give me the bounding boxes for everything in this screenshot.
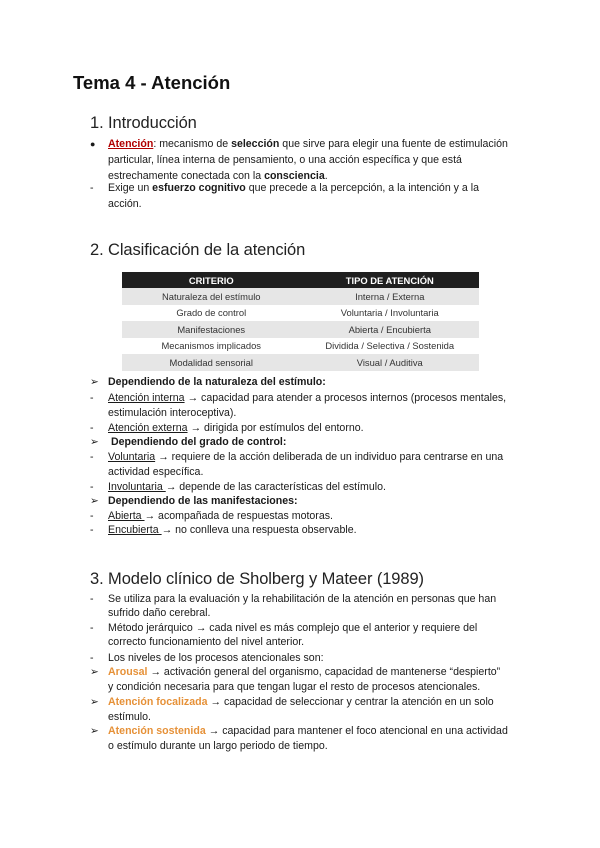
bullet-dash-icon: - bbox=[90, 392, 94, 404]
heading-introduccion: 1. Introducción bbox=[90, 114, 197, 132]
paragraph-line: Abierta → acompañada de respuestas motoras. bbox=[108, 510, 333, 522]
bullet-dash-icon: - bbox=[90, 510, 94, 522]
table-row bbox=[122, 288, 479, 305]
arrow-bullet-icon: ➢ bbox=[90, 725, 99, 737]
paragraph-line: Involuntaria → depende de las características del estímulo. bbox=[108, 481, 386, 493]
paragraph-line: Atención: mecanismo de selección que sirve para elegir una fuente de estimulación bbox=[108, 138, 508, 150]
table-row bbox=[122, 338, 479, 355]
arrow-bullet-icon: ➢ bbox=[90, 436, 99, 448]
paragraph-line: Atención focalizada → capacidad de seleccionar y centrar la atención en un solo bbox=[108, 696, 494, 708]
paragraph-line: Los niveles de los procesos atencionales son: bbox=[108, 652, 324, 664]
arrow-bullet-icon: ➢ bbox=[90, 666, 99, 678]
table-cell: Mecanismos implicados bbox=[161, 340, 261, 352]
paragraph-line: particular, línea interna de pensamiento, o una acción específica y que está bbox=[108, 154, 462, 166]
paragraph-line: sufrido daño cerebral. bbox=[108, 607, 211, 619]
heading-modelo-clinico: 3. Modelo clínico de Sholberg y Mateer (1989) bbox=[90, 570, 424, 588]
paragraph-line: Atención interna → capacidad para atender a procesos internos (procesos mentales, bbox=[108, 392, 507, 404]
paragraph-line: Método jerárquico → cada nivel es más complejo que el anterior y requiere del bbox=[108, 622, 478, 634]
paragraph-line: Encubierta → no conlleva una respuesta observable. bbox=[108, 524, 357, 536]
paragraph-line: Se utiliza para la evaluación y la rehabilitación de la atención en personas que han bbox=[108, 593, 497, 605]
paragraph-line: Atención sostenida → capacidad para mantener el foco atencional en una actividad bbox=[108, 725, 508, 737]
table-cell: Visual / Auditiva bbox=[301, 354, 480, 371]
paragraph-line: o estímulo durante un largo periodo de tiempo. bbox=[108, 740, 328, 752]
table-header-criterio: CRITERIO bbox=[122, 272, 301, 288]
bullet-dot-icon: ● bbox=[90, 139, 96, 149]
table-cell: Interna / Externa bbox=[301, 288, 480, 305]
paragraph-line: estrechamente conectada con la consciencia. bbox=[108, 170, 328, 182]
paragraph-line: estimulación interoceptiva). bbox=[108, 407, 237, 419]
bullet-dash-icon: - bbox=[90, 451, 94, 463]
paragraph-line: correcto funcionamiento del nivel anterior. bbox=[108, 636, 305, 648]
paragraph-line: Arousal → activación general del organismo, capacidad de mantenerse “despierto” bbox=[108, 666, 501, 678]
table-header-tipo: TIPO DE ATENCIÓN bbox=[301, 272, 480, 288]
table-cell: Manifestaciones bbox=[122, 321, 301, 338]
table-cell: Dividida / Selectiva / Sostenida bbox=[325, 340, 455, 352]
paragraph-line: Atención externa → dirigida por estímulos del entorno. bbox=[108, 422, 364, 434]
bullet-dash-icon: - bbox=[90, 524, 94, 536]
bullet-dash-icon: - bbox=[90, 481, 94, 493]
arrow-bullet-icon: ➢ bbox=[90, 376, 99, 388]
paragraph-line: estímulo. bbox=[108, 711, 151, 723]
table-row bbox=[122, 305, 479, 322]
heading-clasificacion: 2. Clasificación de la atención bbox=[90, 241, 306, 259]
paragraph-line: Voluntaria → requiere de la acción deliberada de un individuo para centrarse en una bbox=[108, 451, 504, 463]
paragraph-line: y condición necesaria para que tengan lugar el resto de procesos atencionales. bbox=[108, 681, 481, 693]
arrow-bullet-icon: ➢ bbox=[90, 495, 99, 507]
table-cell: Abierta / Encubierta bbox=[301, 321, 480, 338]
criteria-table bbox=[122, 272, 479, 371]
page-title: Tema 4 - Atención bbox=[73, 72, 231, 93]
group-heading: Dependiendo del grado de control: bbox=[111, 436, 287, 448]
group-heading: Dependiendo de la naturaleza del estímulo: bbox=[108, 376, 326, 388]
table-row bbox=[122, 354, 479, 371]
paragraph-line: actividad específica. bbox=[108, 466, 204, 478]
arrow-bullet-icon: ➢ bbox=[90, 696, 99, 708]
table-row bbox=[122, 321, 479, 338]
table-cell: Grado de control bbox=[176, 307, 247, 319]
table-header-row bbox=[122, 272, 479, 288]
term-atencion: Atención bbox=[108, 138, 154, 150]
group-heading: Dependiendo de las manifestaciones: bbox=[108, 495, 298, 507]
table-cell: Voluntaria / Involuntaria bbox=[340, 307, 439, 319]
bullet-dash-icon: - bbox=[90, 182, 94, 194]
paragraph-line: Exige un esfuerzo cognitivo que precede a la percepción, a la intención y a la bbox=[108, 182, 479, 194]
table-cell: Naturaleza del estímulo bbox=[122, 288, 301, 305]
bullet-dash-icon: - bbox=[90, 622, 94, 634]
bullet-dash-icon: - bbox=[90, 422, 94, 434]
table-cell: Modalidad sensorial bbox=[122, 354, 301, 371]
bullet-dash-icon: - bbox=[90, 652, 94, 664]
bullet-dash-icon: - bbox=[90, 593, 94, 605]
paragraph-line: acción. bbox=[108, 198, 142, 210]
